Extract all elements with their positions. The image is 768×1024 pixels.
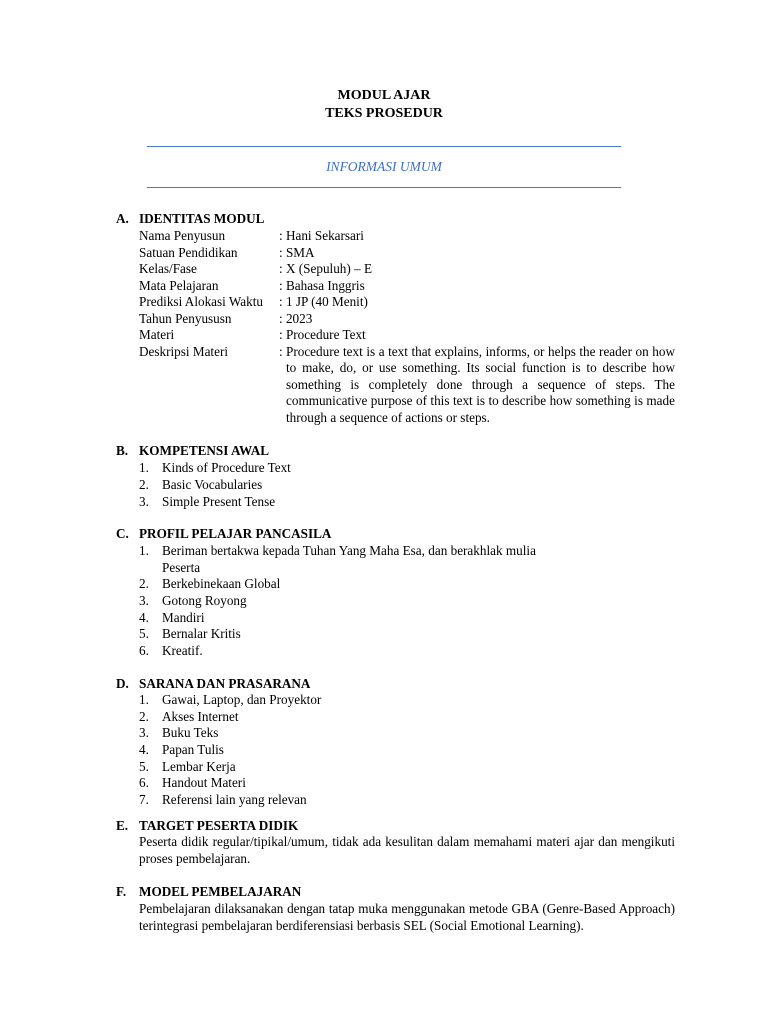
list-number: 4. [139,609,149,625]
list-number: 1. [139,460,149,475]
identity-value: : Bahasa Inggris [279,277,365,293]
identity-value: : 2023 [279,310,313,326]
list-item: Basic Vocabularies [162,477,263,492]
list-number: 2. [139,709,149,724]
identity-label: Nama Penyusun [139,228,226,243]
list-number: 5. [139,758,149,774]
target-student-text: Peserta didik regular/tipikal/umum, tidak ada kesulitan dalam memahami materi ajar dan mengikuti proses pembelajaran. [139,834,675,866]
list-item: Referensi lain yang relevan [162,792,307,807]
section-letter: D. [116,676,129,691]
section-letter: F. [116,884,127,899]
list-item: Lembar Kerja [162,758,236,774]
list-item: Akses Internet [162,709,239,724]
list-item: Gotong Royong [162,593,247,608]
list-number: 7. [139,792,149,807]
list-item: Simple Present Tense [162,493,276,509]
list-number: 1. [139,692,149,707]
list-item: Buku Teks [162,725,219,740]
identity-value: : X (Sepuluh) – E [279,261,373,276]
identity-label: Mata Pelajaran [139,277,219,293]
list-item-continuation: Peserta [162,559,201,575]
list-item: Handout Materi [162,775,246,790]
document-title: MODUL AJAR [337,88,431,103]
material-description: Procedure text is a text that explains, informs, or helps the reader on how to make, do, or use something. Its social function is to describe how something is completely done through a sequence of steps. The communicative purpose of this text is to describe how something is made through a sequence of actions or steps. [286,343,675,425]
list-item: Bernalar Kritis [162,626,241,641]
identity-label: Materi [139,327,175,342]
list-item: Gawai, Laptop, dan Proyektor [162,692,322,707]
identity-value: : Hani Sekarsari [279,228,364,243]
top-rule [147,146,621,147]
document-subtitle: TEKS PROSEDUR [325,106,443,121]
list-number: 4. [139,742,149,757]
bottom-rule [147,187,621,188]
section-letter: B. [116,443,129,458]
section-title: IDENTITAS MODUL [139,211,265,226]
section-title: TARGET PESERTA DIDIK [139,818,299,833]
identity-label: Kelas/Fase [139,261,197,276]
section-letter: C. [116,526,129,541]
identity-label: Satuan Pendidikan [139,244,238,260]
list-number: 6. [139,775,149,790]
list-number: 3. [139,493,149,509]
list-item: Kreatif. [162,642,203,658]
list-number: 1. [139,543,149,558]
list-item: Mandiri [162,609,205,625]
info-heading: INFORMASI UMUM [326,159,442,174]
section-title: MODEL PEMBELAJARAN [139,884,302,899]
identity-value: : [279,343,283,359]
identity-label: Prediksi Alokasi Waktu [139,294,263,309]
list-number: 6. [139,642,149,658]
section-letter: E. [116,818,129,833]
identity-label: Tahun Penyususn [139,310,232,326]
list-number: 3. [139,725,149,740]
identity-value: : SMA [279,244,315,260]
list-number: 2. [139,576,149,591]
list-item: Beriman bertakwa kepada Tuhan Yang Maha Esa, dan berakhlak mulia [162,543,536,558]
identity-label: Deskripsi Materi [139,343,228,359]
section-title: PROFIL PELAJAR PANCASILA [139,526,332,541]
section-title: KOMPETENSI AWAL [139,443,270,458]
list-number: 3. [139,593,149,608]
section-letter: A. [116,211,129,226]
learning-model-text: Pembelajaran dilaksanakan dengan tatap muka menggunakan metode GBA (Genre-Based Approach) terintegrasi pembelajaran berdiferensiasi berbasis SEL (Social Emotional Learning). [139,901,675,933]
identity-value: : 1 JP (40 Menit) [279,294,368,309]
list-item: Berkebinekaan Global [162,576,281,591]
list-item: Kinds of Procedure Text [162,460,291,475]
list-item: Papan Tulis [162,742,224,757]
list-number: 5. [139,626,149,641]
list-number: 2. [139,477,149,492]
section-title: SARANA DAN PRASARANA [139,676,311,691]
identity-value: : Procedure Text [279,327,366,342]
